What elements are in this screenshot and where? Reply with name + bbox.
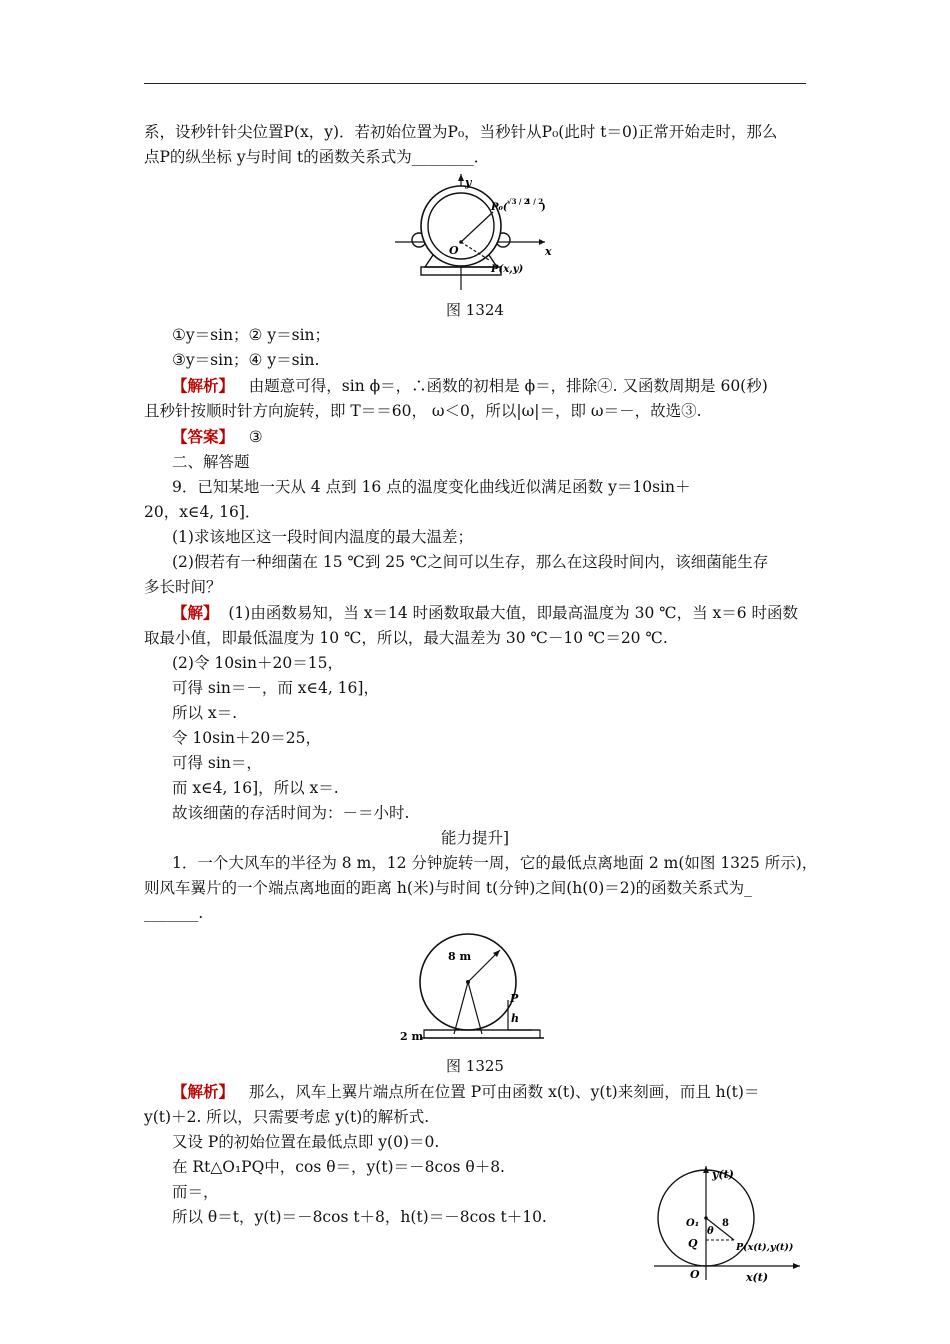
q8-options-1: ①y＝sin；② y＝sin； bbox=[172, 326, 331, 344]
q8-analysis-2: 且秒针按顺时针方向旋转，即 T＝＝60， ω＜0，所以|ω|＝，即 ω＝－，故选③. bbox=[144, 402, 702, 420]
fig1325-2m-label: 2 m bbox=[400, 1030, 424, 1043]
fig1324-p-label: P(x,y) bbox=[491, 264, 524, 275]
p1-analysis-5: 而＝， bbox=[172, 1183, 219, 1201]
q9-solution-1 bbox=[144, 600, 806, 626]
q9-solution-2-7: 故该细菌的存活时间为：－＝小时. bbox=[172, 804, 410, 822]
p1-analysis-6: 所以 θ＝t，y(t)＝－8cos t＋8，h(t)＝－8cos t＋10. bbox=[172, 1208, 547, 1226]
q9-part-2b: 多长时间？ bbox=[144, 578, 222, 596]
rotating-circle-diagram bbox=[650, 1160, 810, 1285]
q9-solution-2-2: 可得 sin＝－，而 x∈4, 16]， bbox=[172, 679, 379, 697]
q9-stem-2: 20，x∈4, 16]． bbox=[144, 503, 261, 521]
q8-options-2: ③y＝sin；④ y＝sin. bbox=[172, 351, 320, 369]
p1-analysis-3: 又设 P的初始位置在最低点即 y(0)＝0. bbox=[172, 1133, 440, 1151]
solution-tag: 【解】 bbox=[172, 603, 219, 622]
figure-1325 bbox=[400, 930, 550, 1048]
fig1324-p0-y-label: 1 / 2 bbox=[526, 197, 544, 206]
fig3-origin-label: O bbox=[690, 1268, 700, 1281]
section-title: 二、解答题 bbox=[172, 453, 250, 471]
fig1325-h-label: h bbox=[511, 1012, 519, 1025]
q9-solution-2-3: 所以 x＝. bbox=[172, 704, 238, 722]
q9-solution-1-text: (1)由函数易知，当 x＝14 时函数取最大值，即最高温度为 30 ℃，当 x＝6 时函数 bbox=[228, 604, 799, 622]
p1-analysis-tag: 【解析】 bbox=[172, 1082, 235, 1101]
section2-title: 能力提升] bbox=[440, 829, 510, 847]
fig1324-y-label: y bbox=[465, 176, 472, 189]
fig1325-radius-label: 8 m bbox=[448, 950, 472, 963]
fig3-q-label: Q bbox=[688, 1237, 698, 1250]
fig3-radius-label: 8 bbox=[722, 1218, 729, 1229]
p1-analysis-2: y(t)＋2. 所以，只需要考虑 y(t)的解析式. bbox=[144, 1108, 430, 1126]
document-body bbox=[144, 120, 818, 1230]
p1-stem-3: _______. bbox=[144, 904, 204, 922]
fig1325-p-label: P bbox=[510, 992, 519, 1005]
q9-part-2a: (2)假若有一种细菌在 15 ℃到 25 ℃之间可以生存，那么在这段时间内，该细菌能生存 bbox=[172, 553, 769, 571]
q8-answer bbox=[144, 424, 806, 450]
header-rule bbox=[144, 83, 806, 84]
q9-solution-2-6: 而 x∈4, 16]，所以 x＝. bbox=[172, 779, 339, 797]
windmill-diagram bbox=[400, 930, 550, 1048]
fig1324-x-label: x bbox=[545, 245, 552, 258]
q9-stem-1: 9．已知某地一天从 4 点到 16 点的温度变化曲线近似满足函数 y＝10sin＋ bbox=[172, 478, 691, 496]
p1-analysis-4: 在 Rt△O₁PQ中，cos θ＝，y(t)＝－8cos θ＋8. bbox=[172, 1158, 505, 1176]
fig1324-p0-label: P₀( bbox=[491, 202, 508, 213]
fig3-theta-label: θ bbox=[707, 1226, 714, 1237]
figure-rotating-circle bbox=[650, 1160, 810, 1285]
fig1324-p0-close-label: ) bbox=[541, 202, 546, 213]
analysis-tag: 【解析】 bbox=[172, 376, 235, 395]
q9-solution-1b: 取最小值，即最低温度为 10 ℃，所以，最大温差为 30 ℃－10 ℃＝20 ℃. bbox=[144, 629, 668, 647]
p1-stem-1: 1．一个大风车的半径为 8 m，12 分钟旋转一周，它的最低点离地面 2 m(如图 1325 所示)， bbox=[172, 854, 818, 872]
q9-solution-2-1: (2)令 10sin＋20＝15， bbox=[172, 654, 343, 672]
p1-stem-2: 则风车翼片的一个端点离地面的距离 h(米)与时间 t(分钟)之间(h(0)＝2)的函数关系式为_ bbox=[144, 879, 752, 897]
answer-tag: 【答案】 bbox=[172, 427, 235, 446]
fig1324-origin-label: O bbox=[449, 244, 459, 257]
q8-analysis-1-text: 由题意可得，sin ϕ＝，∴函数的初相是 ϕ＝，排除④. 又函数周期是 60(秒) bbox=[248, 377, 768, 395]
fig1324-p0-x-label: √3 / 2 bbox=[507, 197, 529, 206]
q8-answer-text: ③ bbox=[248, 428, 263, 446]
p1-analysis-1 bbox=[144, 1079, 806, 1105]
q8-line2: 点P的纵坐标 y与时间 t的函数关系式为________． bbox=[144, 148, 490, 166]
clock-diagram bbox=[395, 172, 555, 292]
figure-1324-caption: 图 1324 bbox=[446, 301, 504, 319]
q9-part-1: (1)求该地区这一段时间内温度的最大温差； bbox=[172, 528, 473, 546]
q8-line1: 系，设秒针针尖位置P(x，y)．若初始位置为P₀，当秒针从P₀(此时 t＝0)正常开始走时，那么 bbox=[144, 123, 778, 141]
fig3-xt-label: x(t) bbox=[746, 1271, 769, 1284]
fig3-o1-label: O₁ bbox=[686, 1218, 700, 1229]
fig3-p-label: P(x(t),y(t)) bbox=[736, 1242, 794, 1253]
p1-analysis-1-text: 那么，风车上翼片端点所在位置 P可由函数 x(t)、y(t)来刻画，而且 h(t)＝ bbox=[248, 1083, 760, 1101]
figure-1325-caption: 图 1325 bbox=[446, 1057, 504, 1075]
q9-solution-2-4: 令 10sin＋20＝25， bbox=[172, 729, 321, 747]
q8-analysis-1 bbox=[144, 373, 806, 399]
fig3-yt-label: y(t) bbox=[712, 1168, 734, 1181]
q9-solution-2-5: 可得 sin＝， bbox=[172, 754, 262, 772]
figure-1324 bbox=[395, 172, 555, 292]
